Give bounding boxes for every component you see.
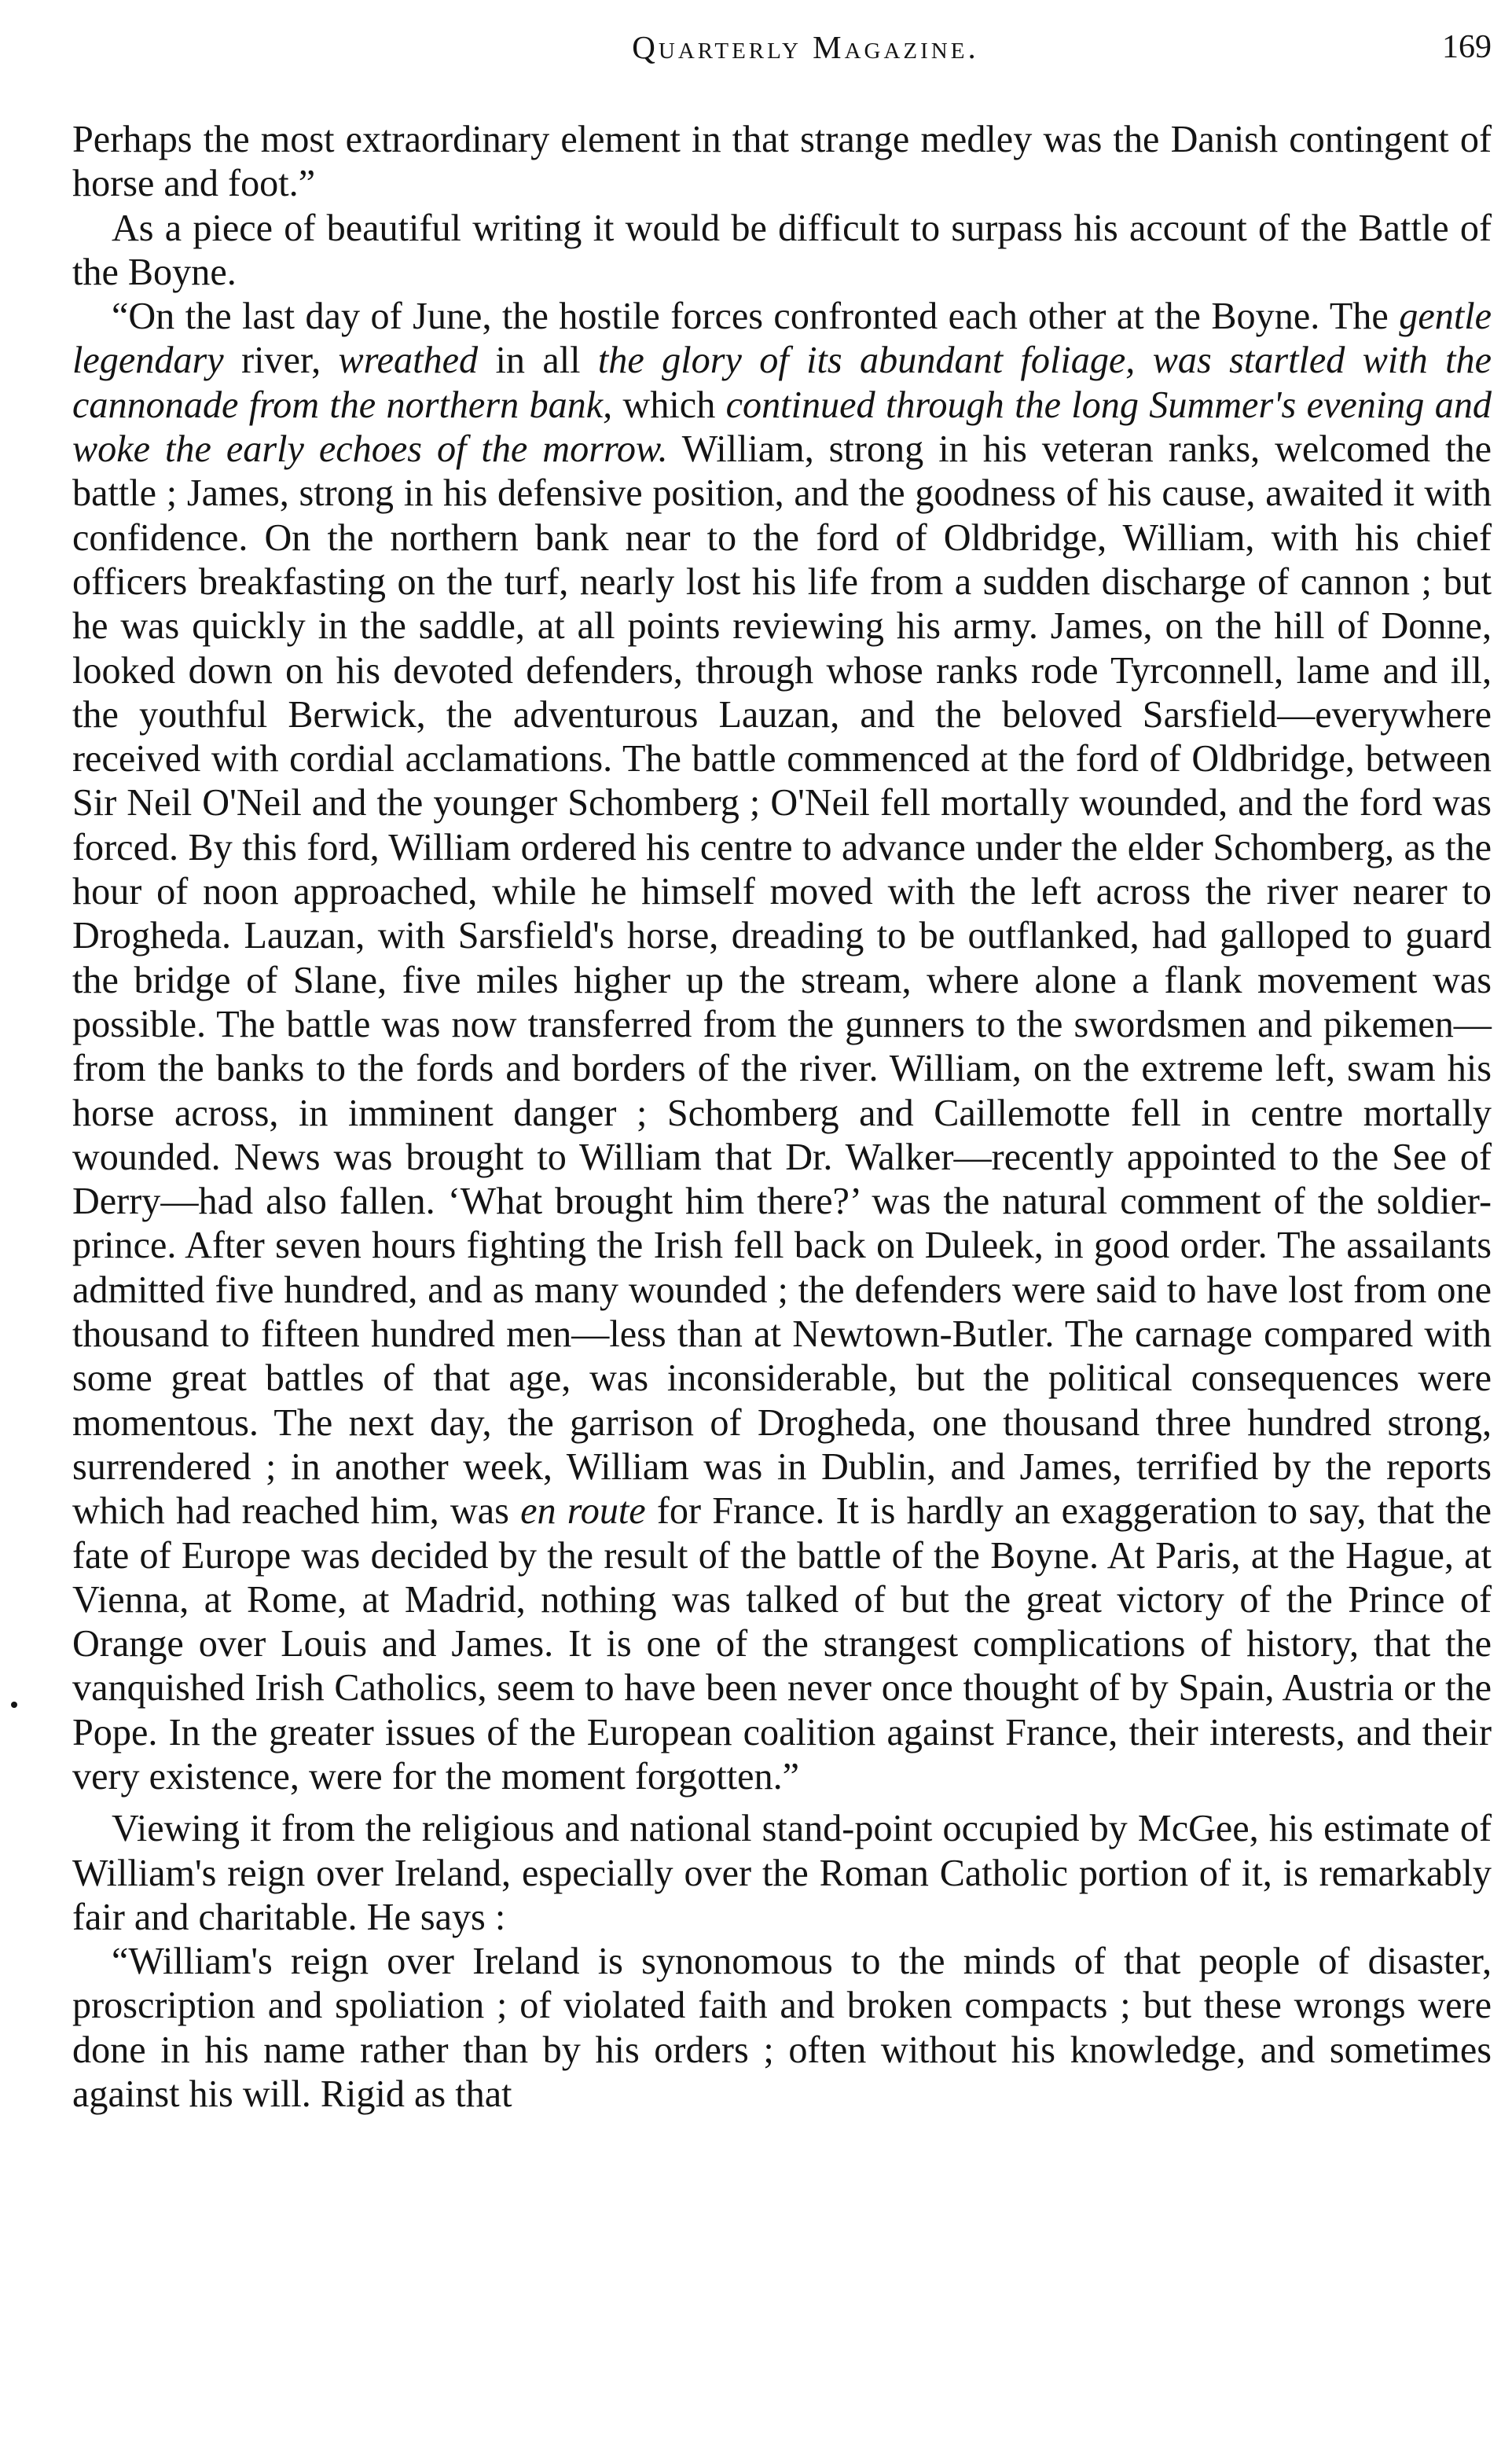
text-run: William, strong in his veteran ranks, welcomed the battle ; James, strong in his defensive position, and the goodness of his cause, awaited it with confidence. On the northern bank near to the ford of Oldbridge, William, with his chief officers breakfasting on the turf, nearly lost his life from a sudden discharge of cannon ; but he was quickly in the saddle, at all points reviewing his army. James, on the hill of Donne, looked down on his devoted defenders, through whose ranks rode Tyrconnell, lame and ill, the youthful Berwick, the adventurous Lauzan, and the beloved Sarsfield—everywhere received with cordial acclamations. The battle commenced at the ford of Oldbridge, between Sir Neil O'Neil and the younger Schomberg ; O'Neil fell mortally wounded, and the ford was forced. By this ford, William ordered his centre to advance under the elder Schomberg, as the hour of noon approached, while he himself moved with the left across the river nearer to Drogheda. Lauzan, with Sarsfield's horse, dreading to be outflanked, had galloped to guard the bridge of Slane, five miles higher up the stream, where alone a flank movement was possible. The battle was now transferred from the gunners to the swordsmen and pikemen—from the banks to the fords and borders of the river. William, on the extreme left, swam his horse across, in imminent danger ; Schomberg and Caillemotte fell in centre mortally wounded. News was brought to William that Dr. Walker—recently appointed to the See of Derry—had also fallen. ‘What brought him there?’ was the natural comment of the soldier-prince. After seven hours fighting the Irish fell back on Duleek, in good order. The assailants admitted five hundred, and as many wounded ; the defenders were said to have lost from one thousand to fifteen hundred men—less than at Newtown-Butler. The carnage compared with some great battles of that age, was inconsiderable, but the political consequences were momentous. The next day, the garrison of Drogheda, one thousand three hundred strong, surrendered ; in another week, William was in Dublin, and James, terrified by the reports which had reached him, was: [72, 428, 1492, 1533]
text-run: which: [612, 384, 726, 426]
page-number: 169: [1442, 29, 1492, 65]
paragraph-2: As a piece of beautiful writing it would be difficult to surpass his account of the Battle of the Boyne.: [72, 207, 1492, 293]
italic-run: the glory of its abundant foliage, was startled with the cannonade from the northern bank,: [72, 340, 1492, 426]
text-run: “On the last day of June, the hostile forces confronted each other at the Boyne. The: [112, 296, 1400, 338]
paragraph-5-quote: “William's reign over Ireland is synonomous to the minds of that people of disaster, proscription and spoliation ; of violated faith and broken compacts ; but these wrongs were done in his name rather than by his orders ; often without his knowledge, and sometimes against his will. Rigid as that: [72, 1941, 1492, 2116]
paragraph-3-boyne-quote: [72, 295, 1492, 1799]
text-run: for France. It is hardly an exaggeration to say, that the fate of Europe was decided by the result of the battle of the Boyne. At Paris, at the Hague, at Vienna, at Rome, at Madrid, nothing was talked of but the great victory of the Prince of Orange over Louis and James. It is one of the strangest complications of history, that the vanquished Irish Catholics, seem to have been never once thought of by Spain, Austria or the Pope. In the greater issues of the European coalition against France, their interests, and their very existence, were for the moment forgotten.”: [72, 1490, 1492, 1798]
paragraph-1: Perhaps the most extraordinary element in that strange medley was the Danish contingent of horse and foot.”: [72, 119, 1492, 205]
italic-run: wreathed: [338, 340, 479, 382]
running-head: [72, 28, 1492, 85]
italic-run: gentle legendary: [72, 296, 1492, 382]
text-run: river,: [223, 340, 339, 382]
italic-run: continued through the long Summer's evening and woke the early echoes of the morrow.: [72, 384, 1492, 471]
body-text: [72, 118, 1492, 2117]
italic-run: en route: [520, 1490, 646, 1533]
text-run: in all: [478, 340, 598, 382]
running-title: Quarterly Magazine.: [632, 29, 979, 65]
book-page: [72, 28, 1492, 2117]
paragraph-4: Viewing it from the religious and national stand-point occupied by McGee, his estimate of William's reign over Ireland, especially over the Roman Catholic portion of it, is remarkably fair and charitable. He says :: [72, 1808, 1492, 1938]
margin-dot: [11, 1702, 17, 1708]
